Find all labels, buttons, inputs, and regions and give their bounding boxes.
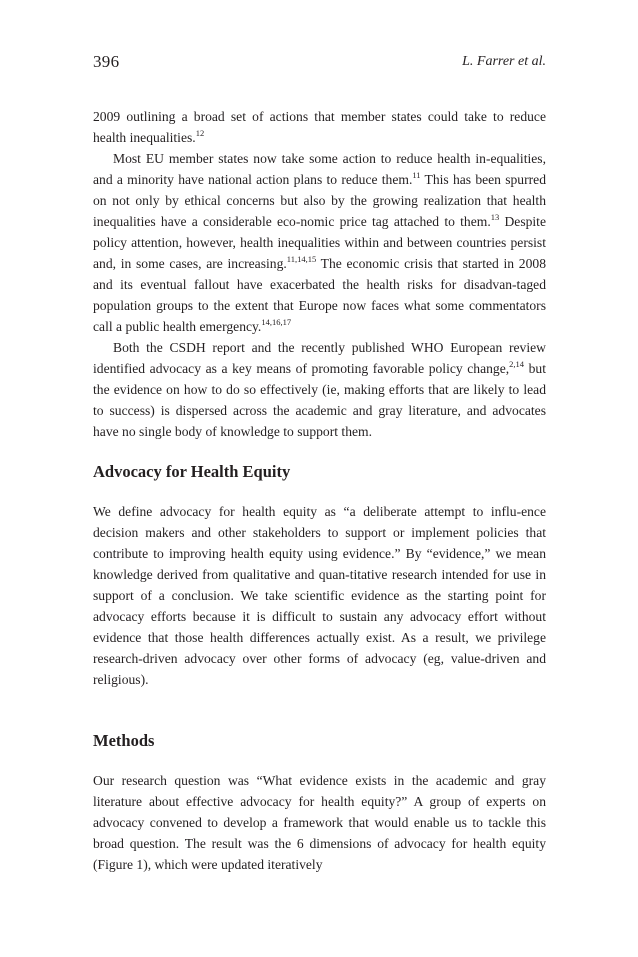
section-heading-advocacy: Advocacy for Health Equity [93,462,291,481]
paragraph-csdh-report [93,337,546,442]
paragraph-methods: Our research question was “What evidence exists in the academic and gray literature about effective advocacy for health equity?” A group of experts on advocacy convened to develop a framework that would enable us to tackle this broad question. The result was the 6 dimensions of advocacy for health equity (Figure 1), which were updated iteratively [93,773,546,872]
citation-superscript: 12 [195,128,205,138]
paragraph-text: 2009 outlining a broad set of actions that member states could take to reduce health inequalities. [93,109,546,145]
running-head [93,52,546,76]
running-head-author: L. Farrer et al. [462,54,546,69]
paragraph-text: The economic crisis that started in 2008 and its eventual fallout have exacerbated the health risks for disadvan-taged population groups to the extent that Europe now faces what some commentators call a public health emergency. [93,256,546,334]
citation-superscript: 2,14 [509,359,525,369]
paragraph-text: Despite policy attention, however, health inequalities within and between countries persist and, in some cases, are increasing. [93,214,546,271]
paragraph-text: but the evidence on how to do so effectively (ie, making efforts that are likely to lead to success) is dispersed across the academic and gray literature, and advocates have no single body of knowledge to support them. [93,361,546,439]
paragraph-text: Most EU member states now take some action to reduce health in-equalities, and a minority have national action plans to reduce them. [93,151,546,187]
paragraph-text: This has been spurred on not only by ethical concerns but also by the growing realization that health inequalities have a considerable eco-nomic price tag attached to them. [93,172,546,229]
paragraph-advocacy-definition: We define advocacy for health equity as “a deliberate attempt to influ-ence decision makers and other stakeholders to support or implement policies that contribute to improving health equity using evidence.” By “evidence,” we mean knowledge derived from qualitative and quan-titative research intended for use in support of a conclusion. We take scientific evidence as the starting point for advocacy efforts because it is difficult to sustain any advocacy effort without evidence that those health differences actually exist. As a result, we privilege research-driven advocacy over other forms of advocacy (eg, value-driven and religious). [93,504,546,687]
citation-superscript: 11 [412,170,421,180]
paragraph-continuation [93,106,546,148]
section-heading-methods: Methods [93,731,155,750]
citation-superscript: 11,14,15 [286,254,317,264]
article-body [93,106,546,875]
paragraph-text: Both the CSDH report and the recently published WHO European review identified advocacy as a key means of promoting favorable policy change, [93,340,546,376]
page-number: 396 [93,52,120,71]
citation-superscript: 13 [490,212,500,222]
paragraph-eu-member-states [93,148,546,337]
citation-superscript: 14,16,17 [261,317,292,327]
